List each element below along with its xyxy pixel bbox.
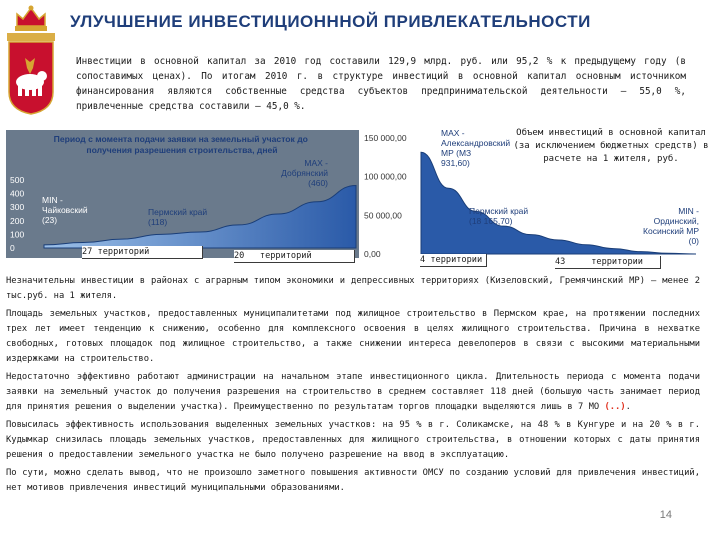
- group-text: территории: [591, 257, 643, 267]
- intro-paragraph: Инвестиции в основной капитал за 2010 год составили 129,9 млрд. руб. или 95,2 % к предыдущему году (в сопоставимых ценах). По итогам 2010 г. в структуре инвестиций в основной капитал основным источником финансирования являются собственные средства субъектов предпринимательской деятельности – 55,0 %, привлеченные средства составили – 45,0 %.: [76, 56, 686, 112]
- svg-text:MIN -Чайковский(23): MIN -Чайковский (23): [42, 195, 88, 225]
- chart-title-line1: Период с момента подачи заявки на земельный участок до: [53, 134, 308, 144]
- page-number: 14: [659, 509, 672, 521]
- group-count: 43: [555, 257, 566, 267]
- y-tick-label: 100: [10, 229, 25, 240]
- group-text: территорий: [97, 247, 150, 257]
- paragraph-3-text: Недостаточно эффективно работают администрации на начальном этапе инвестиционного цикла. Длительность периода с момента подачи заявки на земельный участок до получения разрешения на строительство в среднем составляет 118 дней (большую часть занимает период для принятия решения о выделении участка). Преимущественно по результатам торгов площадки выделяются лишь в 7 МО: [6, 371, 700, 413]
- paragraph-3-end: .: [625, 402, 631, 413]
- svg-text:Пермский край(18 165,70): Пермский край (18 165,70): [469, 206, 529, 226]
- paragraph-3: [6, 370, 700, 416]
- y-tick-label: 200: [10, 215, 25, 226]
- y-tick-label: 50 000,00: [364, 210, 402, 221]
- chart-title-line2: получения разрешения строительства, дней: [86, 145, 278, 155]
- group-label-43: [555, 256, 661, 269]
- paragraph-2: Площадь земельных участков, предоставленных муниципалитетами под жилищное строительство в Пермском крае, на протяжении последних трех лет имеет тенденцию к снижению, особенно для комплексного освоения в целях жилищного строительства. Причина в нехватке свободных, готовых площадок под жилищное строительство, а также снижении интереса девелоперов в связи с высокими материальными издержками на строительство.: [6, 308, 700, 365]
- red-reference: (..): [604, 402, 626, 413]
- chart-title: [54, 134, 311, 155]
- svg-text:MAX -Добрянский(460): MAX -Добрянский (460): [281, 158, 328, 188]
- chart2-title: Объем инвестиций в основной капитал (за исключением бюджетных средств) в расчете на 1 жителя, руб.: [513, 128, 709, 164]
- y-tick-label: 0: [10, 243, 15, 253]
- paragraph-4: Повысилась эффективность использования выделенных земельных участков: на 95 % в г. Соликамске, на 48 % в Кунгуре и на 20 % в г. Кудымкар снизилась площадь земельных участков, предоставленных для жилищного строительства, в отношении которых с даты принятия решения о предоставлении земельного участка не было получено разрешение на ввод в эксплуатацию.: [6, 419, 700, 461]
- y-tick-label: 500: [10, 175, 25, 185]
- paragraph-1: Незначительны инвестиции в районах с аграрным типом экономики и депрессивных территориях (Кизеловский, Гремячинский МР) – менее 2 тыс.руб. на 1 жителя.: [6, 276, 700, 302]
- svg-text:MIN -Ординский,Косинский МР(0): MIN -Ординский, Косинский МР (0): [643, 206, 699, 246]
- y-tick-label: 400: [10, 188, 25, 199]
- chart-approval-days: [6, 130, 359, 258]
- crown-icon: [15, 6, 47, 32]
- paragraph-5: По сути, можно сделать вывод, что не произошло заметного повышения активности ОМСУ по созданию условий для привлечения инвестиций, нет мотивов привлечения инвестиций муниципальными образованиями.: [6, 467, 700, 493]
- group-label-27: [82, 246, 203, 259]
- group-count: 27: [82, 247, 93, 257]
- body-text: [6, 274, 700, 498]
- y-tick-label: 150 000,00: [364, 133, 407, 143]
- y-tick-label: 100 000,00: [364, 171, 407, 182]
- coat-of-arms-icon: [3, 2, 59, 116]
- group-count: 20: [234, 251, 245, 261]
- y-tick-label: 300: [10, 202, 25, 213]
- y-tick-label: 0,00: [364, 249, 381, 258]
- page-title: УЛУЧШЕНИЕ ИНВЕСТИЦИОНННОЙ ПРИВЛЕКАТЕЛЬНОСТИ: [70, 12, 591, 31]
- group-text: территорий: [259, 251, 312, 261]
- svg-text:Пермский край(118): Пермский край (118): [148, 207, 208, 227]
- svg-text:MAX -АлександровскийМР (МЗ931,: MAX -Александровский МР (МЗ 931,60): [441, 130, 511, 168]
- group-text: территории: [430, 255, 483, 265]
- group-label-4: [420, 254, 487, 267]
- group-label-20: [234, 250, 355, 263]
- group-count: 4: [420, 255, 426, 265]
